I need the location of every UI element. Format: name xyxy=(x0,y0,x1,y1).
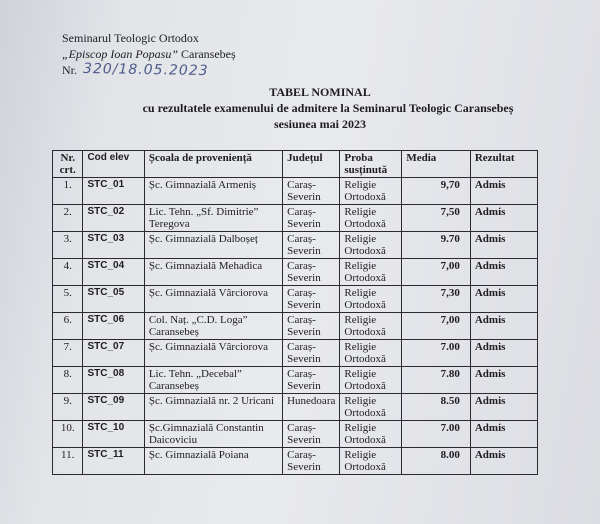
cell-proba: Religie Ortodoxă xyxy=(340,232,402,259)
cell-scoala: Șc. Gimnazială Vârciorova xyxy=(144,286,282,313)
cell-scoala: Șc.Gimnazială Constantin Daicoviciu xyxy=(144,421,282,448)
cell-nr: 7. xyxy=(53,340,83,367)
table-row xyxy=(53,448,538,475)
cell-nr: 1. xyxy=(53,178,83,205)
cell-cod: STC_03 xyxy=(83,232,144,259)
table-row xyxy=(53,367,538,394)
cell-media: 9,70 xyxy=(402,178,471,205)
cell-rezultat: Admis xyxy=(470,205,537,232)
cell-media: 7,30 xyxy=(402,286,471,313)
cell-scoala: Șc. Gimnazială Vârciorova xyxy=(144,340,282,367)
cell-nr: 4. xyxy=(53,259,83,286)
cell-cod: STC_09 xyxy=(83,394,144,421)
cell-cod: STC_08 xyxy=(83,367,144,394)
cell-judet: Caraș-Severin xyxy=(283,232,340,259)
cell-media: 7.80 xyxy=(402,367,471,394)
cell-cod: STC_05 xyxy=(83,286,144,313)
title-line-2: cu rezultatele examenului de admitere la Seminarul Teologic Caransebeș xyxy=(142,101,514,115)
cell-nr: 3. xyxy=(53,232,83,259)
cell-rezultat: Admis xyxy=(470,178,537,205)
cell-nr: 6. xyxy=(53,313,83,340)
header-proba: Proba susținută xyxy=(340,151,402,178)
cell-proba: Religie Ortodoxă xyxy=(340,394,402,421)
results-table xyxy=(52,150,538,475)
cell-cod: STC_06 xyxy=(83,313,144,340)
cell-nr: 11. xyxy=(53,448,83,475)
cell-media: 8.00 xyxy=(402,448,471,475)
cell-media: 7.00 xyxy=(402,340,471,367)
cell-scoala: Col. Naț. „C.D. Loga” Caransebeș xyxy=(144,313,282,340)
table-row xyxy=(53,421,538,448)
cell-judet: Caraș-Severin xyxy=(283,178,340,205)
cell-proba: Religie Ortodoxă xyxy=(340,448,402,475)
cell-proba: Religie Ortodoxă xyxy=(340,259,402,286)
cell-scoala: Lic. Tehn. „Sf. Dimitrie” Teregova xyxy=(144,205,282,232)
cell-rezultat: Admis xyxy=(470,313,537,340)
cell-nr: 5. xyxy=(53,286,83,313)
cell-nr: 10. xyxy=(53,421,83,448)
cell-cod: STC_02 xyxy=(83,205,144,232)
registration-number-handwritten: 320/18.05.2023 xyxy=(82,60,209,80)
cell-proba: Religie Ortodoxă xyxy=(340,313,402,340)
institution-patron: „Episcop Ioan Popasu” xyxy=(62,47,179,61)
cell-judet: Caraș-Severin xyxy=(283,259,340,286)
cell-proba: Religie Ortodoxă xyxy=(340,367,402,394)
document-header xyxy=(62,30,236,78)
cell-scoala: Șc. Gimnazială Poiana xyxy=(144,448,282,475)
cell-scoala: Lic. Tehn. „Decebal” Caransebeș xyxy=(144,367,282,394)
cell-nr: 9. xyxy=(53,394,83,421)
cell-scoala: Șc. Gimnazială Armeniș xyxy=(144,178,282,205)
title-line-3: sesiunea mai 2023 xyxy=(273,117,366,131)
registration-number-line xyxy=(62,62,236,78)
table-row xyxy=(53,178,538,205)
table-row xyxy=(53,205,538,232)
cell-rezultat: Admis xyxy=(470,340,537,367)
header-nr: Nr. crt. xyxy=(53,151,83,178)
cell-rezultat: Admis xyxy=(470,286,537,313)
table-row xyxy=(53,394,538,421)
cell-judet: Caraș-Severin xyxy=(283,205,340,232)
cell-judet: Caraș-Severin xyxy=(283,448,340,475)
institution-patron-line xyxy=(62,46,236,62)
registration-number-label: Nr. xyxy=(62,63,77,77)
cell-judet: Caraș-Severin xyxy=(283,313,340,340)
cell-scoala: Șc. Gimnazială Dalboșeț xyxy=(144,232,282,259)
cell-cod: STC_01 xyxy=(83,178,144,205)
cell-cod: STC_07 xyxy=(83,340,144,367)
header-cod: Cod elev xyxy=(83,151,144,178)
cell-media: 9.70 xyxy=(402,232,471,259)
cell-judet: Caraș-Severin xyxy=(283,421,340,448)
institution-city: Caransebeș xyxy=(181,47,236,61)
table-header-row xyxy=(53,151,538,178)
cell-proba: Religie Ortodoxă xyxy=(340,421,402,448)
cell-rezultat: Admis xyxy=(470,394,537,421)
cell-judet: Caraș-Severin xyxy=(283,340,340,367)
cell-rezultat: Admis xyxy=(470,448,537,475)
institution-name: Seminarul Teologic Ortodox xyxy=(62,31,199,45)
cell-proba: Religie Ortodoxă xyxy=(340,205,402,232)
table-row xyxy=(53,259,538,286)
table-row xyxy=(53,232,538,259)
cell-nr: 8. xyxy=(53,367,83,394)
header-rezultat: Rezultat xyxy=(470,151,537,178)
title-line-1: TABEL NOMINAL xyxy=(269,85,371,99)
header-scoala: Școala de proveniență xyxy=(144,151,282,178)
cell-proba: Religie Ortodoxă xyxy=(340,340,402,367)
cell-media: 8.50 xyxy=(402,394,471,421)
cell-rezultat: Admis xyxy=(470,421,537,448)
cell-cod: STC_11 xyxy=(83,448,144,475)
cell-proba: Religie Ortodoxă xyxy=(340,178,402,205)
cell-cod: STC_10 xyxy=(83,421,144,448)
header-judet: Județul xyxy=(283,151,340,178)
cell-proba: Religie Ortodoxă xyxy=(340,286,402,313)
cell-rezultat: Admis xyxy=(470,259,537,286)
cell-judet: Caraș-Severin xyxy=(283,286,340,313)
table-row xyxy=(53,340,538,367)
cell-media: 7,00 xyxy=(402,259,471,286)
cell-rezultat: Admis xyxy=(470,367,537,394)
cell-media: 7,00 xyxy=(402,313,471,340)
cell-nr: 2. xyxy=(53,205,83,232)
table-row xyxy=(53,313,538,340)
cell-rezultat: Admis xyxy=(470,232,537,259)
cell-judet: Hunedoara xyxy=(283,394,340,421)
cell-media: 7,50 xyxy=(402,205,471,232)
document-title xyxy=(142,84,514,132)
table-row xyxy=(53,286,538,313)
cell-cod: STC_04 xyxy=(83,259,144,286)
cell-scoala: Șc. Gimnazială Mehadica xyxy=(144,259,282,286)
header-media: Media xyxy=(402,151,471,178)
cell-media: 7.00 xyxy=(402,421,471,448)
cell-scoala: Șc. Gimnazială nr. 2 Uricani xyxy=(144,394,282,421)
cell-judet: Caraș-Severin xyxy=(283,367,340,394)
